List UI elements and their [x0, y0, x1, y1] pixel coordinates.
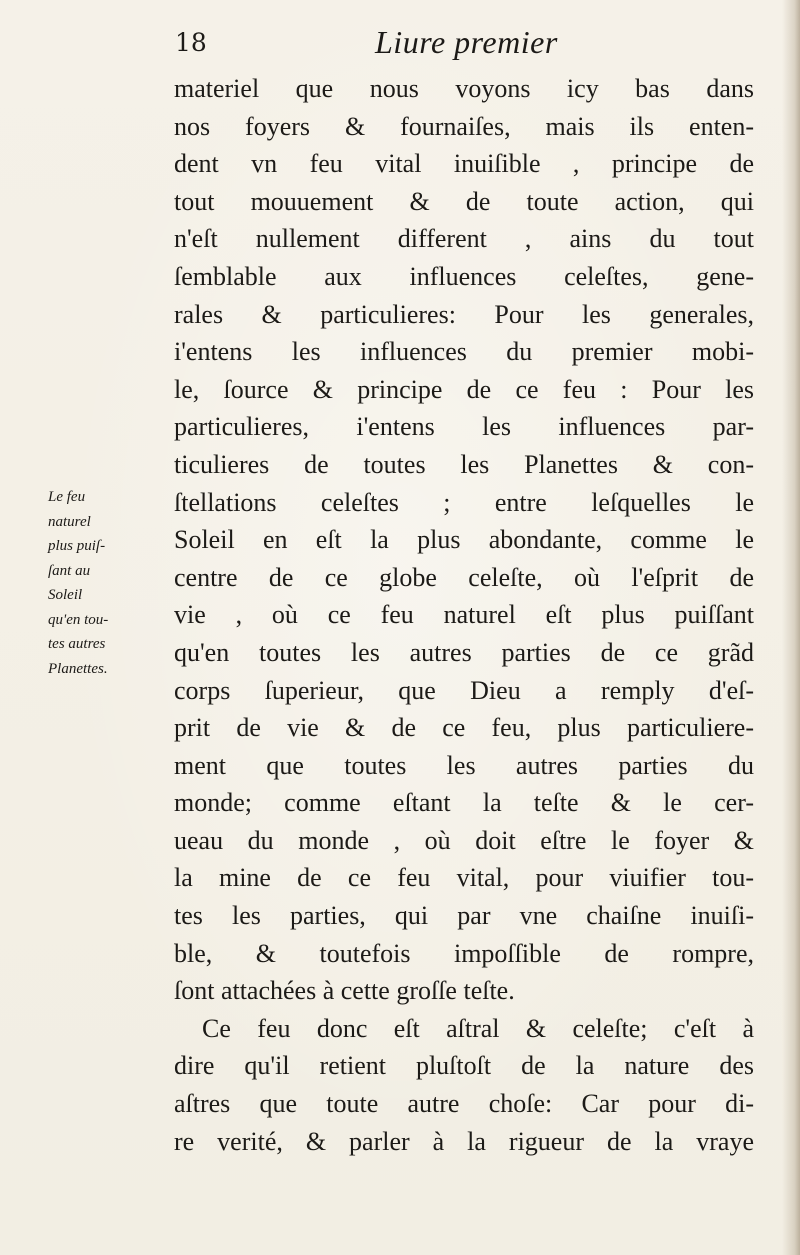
text-line: ment que toutes les autres parties du [174, 750, 754, 780]
text-line: materiel que nous voyons icy bas dans [174, 74, 754, 103]
text-line: tout mouuement & de toute action, qui [174, 186, 754, 216]
text-line: le, ſource & principe de ce feu : Pour les [174, 374, 754, 404]
text-line: corps ſuperieur, que Dieu a remply d'eſ- [174, 675, 754, 705]
text-line: Ce feu donc eſt aſtral & celeſte; c'eſt à [202, 1013, 754, 1043]
page-number: 18 [175, 28, 207, 57]
text-line: re verité, & parler à la rigueur de la vraye [174, 1126, 754, 1156]
text-line: ſont attachées à cette groſſe teſte. [174, 976, 515, 1006]
text-line: particulieres, i'entens les influences par- [174, 412, 754, 442]
text-line: ble, & toutefois impoſſible de rompre, [174, 938, 754, 968]
text-line: ticulieres de toutes les Planettes & con- [174, 449, 754, 479]
text-line: ſtellations celeſtes ; entre leſquelles le [174, 487, 754, 517]
text-line: tes les parties, qui par vne chaiſne inuiſi- [174, 901, 754, 931]
text-line: aſtres que toute autre choſe: Car pour di- [174, 1089, 754, 1119]
marginal-note-line: qu'en tou- [48, 611, 109, 628]
text-line: ſemblable aux influences celeſtes, gene- [174, 261, 754, 291]
running-title: Liure premier [375, 24, 558, 60]
text-line: i'entens les influences du premier mobi- [174, 337, 754, 367]
text-line: monde; comme eſtant la teſte & le cer- [174, 788, 754, 818]
text-line: n'eſt nullement different , ains du tout [174, 224, 754, 254]
marginal-note-line: naturel [48, 513, 91, 530]
marginal-note-line: Soleil [48, 587, 83, 603]
text-line: rales & particulieres: Pour les generales, [174, 299, 754, 329]
page-edge-shadow [782, 0, 800, 1255]
marginal-note-line: plus puiſ- [48, 538, 106, 554]
marginal-note-line: Le feu [48, 489, 86, 505]
marginal-note-line: ſant au [48, 562, 91, 579]
text-line: dire qu'il retient pluſtoſt de la nature des [174, 1051, 754, 1081]
text-line: ueau du monde , où doit eſtre le foyer & [174, 825, 754, 855]
text-line: vie , où ce feu naturel eſt plus puiſſant [174, 600, 754, 630]
marginal-note [48, 485, 168, 681]
text-line: centre de ce globe celeſte, où l'eſprit de [174, 562, 754, 592]
text-line: nos foyers & fournaiſes, mais ils enten- [174, 111, 754, 141]
page-header [175, 24, 595, 64]
text-line: Soleil en eſt la plus abondante, comme le [174, 525, 754, 555]
marginal-note-line: tes autres [48, 636, 106, 652]
text-line: dent vn feu vital inuiſible , principe de [174, 149, 754, 179]
text-line: la mine de ce feu vital, pour viuifier tou- [174, 863, 754, 893]
text-line: prit de vie & de ce feu, plus particuliere- [174, 713, 754, 743]
body-text [174, 70, 754, 1160]
marginal-note-line: Planettes. [48, 660, 108, 677]
text-line: qu'en toutes les autres parties de ce grãd [174, 637, 754, 667]
